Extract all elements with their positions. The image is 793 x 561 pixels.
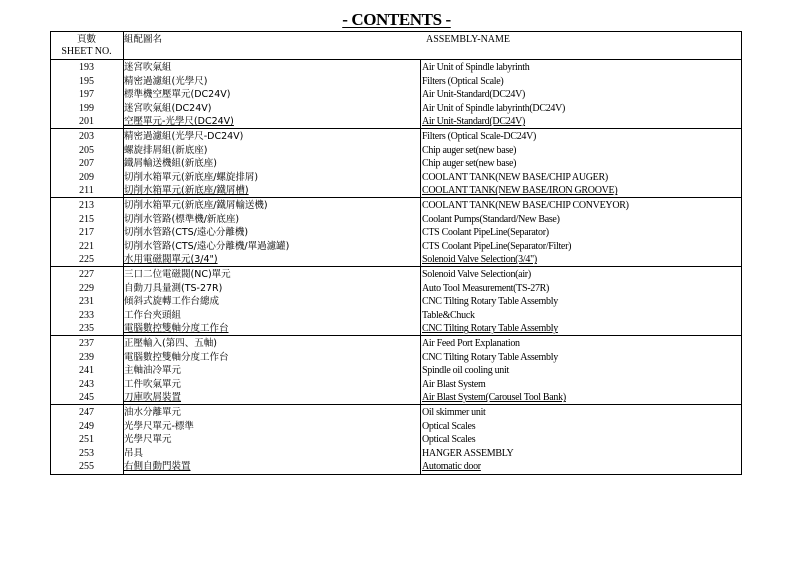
row-group bbox=[50, 405, 742, 474]
sheet-number: 249 bbox=[79, 420, 94, 432]
assembly-name: Auto Tool Measurement(TS-27R) bbox=[422, 282, 550, 294]
assembly-name: Automatic door bbox=[422, 461, 481, 473]
table-row bbox=[50, 420, 742, 434]
assembly-name: Solenoid Valve Selection(3/4") bbox=[422, 254, 537, 266]
assembly-name: Spindle oil cooling unit bbox=[422, 365, 509, 377]
assembly-name: Chip auger set(new base) bbox=[422, 144, 517, 156]
table-row bbox=[50, 61, 742, 75]
contents-table bbox=[50, 31, 742, 475]
table-right-border bbox=[741, 32, 742, 474]
assembly-name: COOLANT TANK(NEW BASE/CHIP AUGER) bbox=[422, 171, 608, 183]
sheet-number: 199 bbox=[79, 102, 94, 114]
table-row bbox=[50, 447, 742, 461]
table-row bbox=[50, 253, 742, 267]
chinese-name: 右側自動門裝置 bbox=[124, 461, 191, 473]
table-row bbox=[50, 240, 742, 254]
sheet-number: 239 bbox=[79, 351, 94, 363]
table-row bbox=[50, 433, 742, 447]
table-row bbox=[50, 268, 742, 282]
chinese-name: 精密過濾組(光學尺-DC24V) bbox=[124, 131, 244, 142]
chinese-name: 吊具 bbox=[124, 447, 144, 459]
sheet-number: 205 bbox=[79, 144, 94, 156]
assembly-name: Filters (Optical Scale) bbox=[422, 75, 504, 87]
sheet-number: 197 bbox=[79, 89, 94, 101]
sheet-number: 201 bbox=[79, 116, 94, 128]
table-row bbox=[50, 115, 742, 129]
chinese-name: 標準機空壓單元(DC24V) bbox=[124, 89, 231, 101]
assembly-name: Chip auger set(new base) bbox=[422, 158, 517, 170]
table-left-border bbox=[50, 32, 51, 474]
table-row bbox=[50, 322, 742, 336]
sheet-number: 203 bbox=[79, 131, 94, 142]
assembly-name: Air Unit-Standard(DC24V) bbox=[422, 89, 526, 101]
sheet-number: 193 bbox=[79, 62, 94, 73]
chinese-name: 空壓單元-光學尺(DC24V) bbox=[124, 116, 234, 128]
sheet-no-header: SHEET NO. bbox=[61, 46, 112, 57]
chinese-name: 切削水箱單元(新底座/鐵屑槽) bbox=[124, 185, 249, 197]
sheet-number: 235 bbox=[79, 323, 94, 335]
table-row bbox=[50, 144, 742, 158]
chinese-name: 螺旋排屑組(新底座) bbox=[124, 144, 208, 156]
sheet-number: 253 bbox=[79, 447, 94, 459]
column-divider bbox=[123, 32, 124, 474]
sheet-number: 251 bbox=[79, 434, 94, 446]
assembly-name-header: ASSEMBLY-NAME bbox=[426, 34, 511, 45]
chinese-name: 光學尺單元 bbox=[124, 434, 172, 446]
assembly-name: Air Unit-Standard(DC24V) bbox=[422, 116, 526, 128]
sheet-number: 225 bbox=[79, 254, 94, 266]
chinese-name: 切削水管路(CTS/遠心分離機/單過濾罐) bbox=[124, 240, 290, 252]
sheet-number: 209 bbox=[79, 171, 94, 183]
sheet-number: 217 bbox=[79, 227, 94, 239]
assembly-name: Oil skimmer unit bbox=[422, 407, 486, 418]
row-group bbox=[50, 267, 742, 336]
row-group bbox=[50, 129, 742, 198]
assembly-name: COOLANT TANK(NEW BASE/CHIP CONVEYOR) bbox=[422, 200, 629, 211]
sheet-number: 255 bbox=[79, 461, 94, 473]
assembly-name: CNC Tilting Rotary Table Assembly bbox=[422, 323, 558, 335]
chinese-name: 刀庫吹屑裝置 bbox=[124, 392, 182, 404]
table-row bbox=[50, 460, 742, 474]
table-row bbox=[50, 337, 742, 351]
sheet-number: 245 bbox=[79, 392, 94, 404]
table-row bbox=[50, 88, 742, 102]
table-row bbox=[50, 295, 742, 309]
row-group bbox=[50, 336, 742, 405]
chinese-name: 傾斜式旋轉工作台總成 bbox=[124, 296, 220, 308]
table-row bbox=[50, 406, 742, 420]
table-row bbox=[50, 130, 742, 144]
assembly-name: COOLANT TANK(NEW BASE/IRON GROOVE) bbox=[422, 185, 618, 197]
sheet-number: 231 bbox=[79, 296, 94, 308]
sheet-number: 233 bbox=[79, 309, 94, 321]
row-group bbox=[50, 198, 742, 267]
sheet-number: 211 bbox=[79, 185, 94, 197]
chinese-name: 切削水箱單元(新底座/螺旋排屑) bbox=[124, 171, 259, 183]
sheet-number: 213 bbox=[79, 200, 94, 211]
chinese-name: 水用電磁閥單元(3/4") bbox=[124, 254, 218, 266]
assembly-name: HANGER ASSEMBLY bbox=[422, 447, 514, 459]
chinese-name: 精密過濾組(光學尺) bbox=[124, 75, 208, 87]
chinese-name: 正壓輸入(第四、五軸) bbox=[124, 338, 217, 349]
sheet-number: 243 bbox=[79, 378, 94, 390]
assembly-name: Air Unit of Spindle labyrinth(DC24V) bbox=[422, 102, 566, 114]
assembly-name: CNC Tilting Rotary Table Assembly bbox=[422, 296, 558, 308]
chinese-name: 電腦數控雙軸分度工作台 bbox=[124, 323, 229, 335]
assembly-name: CNC Tilting Rotary Table Assembly bbox=[422, 351, 558, 363]
table-row bbox=[50, 282, 742, 296]
row-group bbox=[50, 60, 742, 129]
table-row bbox=[50, 351, 742, 365]
sheet-number: 221 bbox=[79, 240, 94, 252]
table-row bbox=[50, 102, 742, 116]
table-row bbox=[50, 364, 742, 378]
assembly-name: Air Blast System bbox=[422, 378, 486, 390]
chinese-name: 三口二位電磁閥(NC)單元 bbox=[124, 269, 231, 280]
table-row bbox=[50, 171, 742, 185]
chinese-name: 切削水箱單元(新底座/鐵屑輸送機) bbox=[124, 200, 268, 211]
page-header: 頁數 bbox=[76, 34, 96, 45]
chinese-name: 工件吹氣單元 bbox=[124, 378, 182, 390]
sheet-number: 195 bbox=[79, 75, 94, 87]
table-row bbox=[50, 309, 742, 323]
sheet-number: 241 bbox=[79, 365, 94, 377]
page-title: - CONTENTS - bbox=[342, 10, 451, 29]
assembly-name: Coolant Pumps(Standard/New Base) bbox=[422, 213, 560, 225]
chinese-name: 切削水管路(標準機/新底座) bbox=[124, 213, 240, 225]
sheet-number: 227 bbox=[79, 269, 94, 280]
assembly-name: Air Unit of Spindle labyrinth bbox=[422, 62, 530, 73]
sheet-number: 237 bbox=[79, 338, 94, 349]
column-divider bbox=[420, 60, 421, 474]
chinese-name: 油水分離單元 bbox=[124, 407, 182, 418]
assembly-name: Air Feed Port Explanation bbox=[422, 338, 520, 349]
assembly-name: Air Blast System(Carousel Tool Bank) bbox=[422, 392, 566, 404]
sheet-number: 229 bbox=[79, 282, 94, 294]
assembly-name: Solenoid Valve Selection(air) bbox=[422, 269, 531, 280]
table-row bbox=[50, 75, 742, 89]
assembly-name: CTS Coolant PipeLine(Separator/Filter) bbox=[422, 240, 572, 252]
assembly-name: CTS Coolant PipeLine(Separator) bbox=[422, 227, 549, 239]
table-row bbox=[50, 391, 742, 405]
chinese-name: 工作台夾頭組 bbox=[124, 309, 182, 321]
chinese-name: 迷宮吹氣組 bbox=[124, 62, 172, 73]
sheet-number: 215 bbox=[79, 213, 94, 225]
chinese-name: 自動刀具量測(TS-27R) bbox=[124, 282, 223, 294]
sheet-number: 247 bbox=[79, 407, 94, 418]
sheet-number: 207 bbox=[79, 158, 94, 170]
assembly-name: Filters (Optical Scale-DC24V) bbox=[422, 131, 537, 142]
chinese-name: 迷宮吹氣組(DC24V) bbox=[124, 102, 212, 114]
group-name-header: 組配圖名 bbox=[124, 34, 163, 45]
chinese-name: 光學尺單元-標準 bbox=[124, 420, 194, 432]
chinese-name: 切削水管路(CTS/遠心分離機) bbox=[124, 227, 249, 239]
chinese-name: 主軸油冷單元 bbox=[124, 365, 182, 377]
table-row bbox=[50, 184, 742, 198]
assembly-name: Table&Chuck bbox=[422, 309, 475, 321]
table-row bbox=[50, 157, 742, 171]
table-row bbox=[50, 199, 742, 213]
chinese-name: 電腦數控雙軸分度工作台 bbox=[124, 351, 229, 363]
assembly-name: Optical Scales bbox=[422, 420, 476, 432]
table-header bbox=[50, 32, 742, 60]
assembly-name: Optical Scales bbox=[422, 434, 476, 446]
chinese-name: 鐵屑輸送機組(新底座) bbox=[124, 158, 217, 170]
table-row bbox=[50, 226, 742, 240]
table-row bbox=[50, 378, 742, 392]
table-row bbox=[50, 213, 742, 227]
